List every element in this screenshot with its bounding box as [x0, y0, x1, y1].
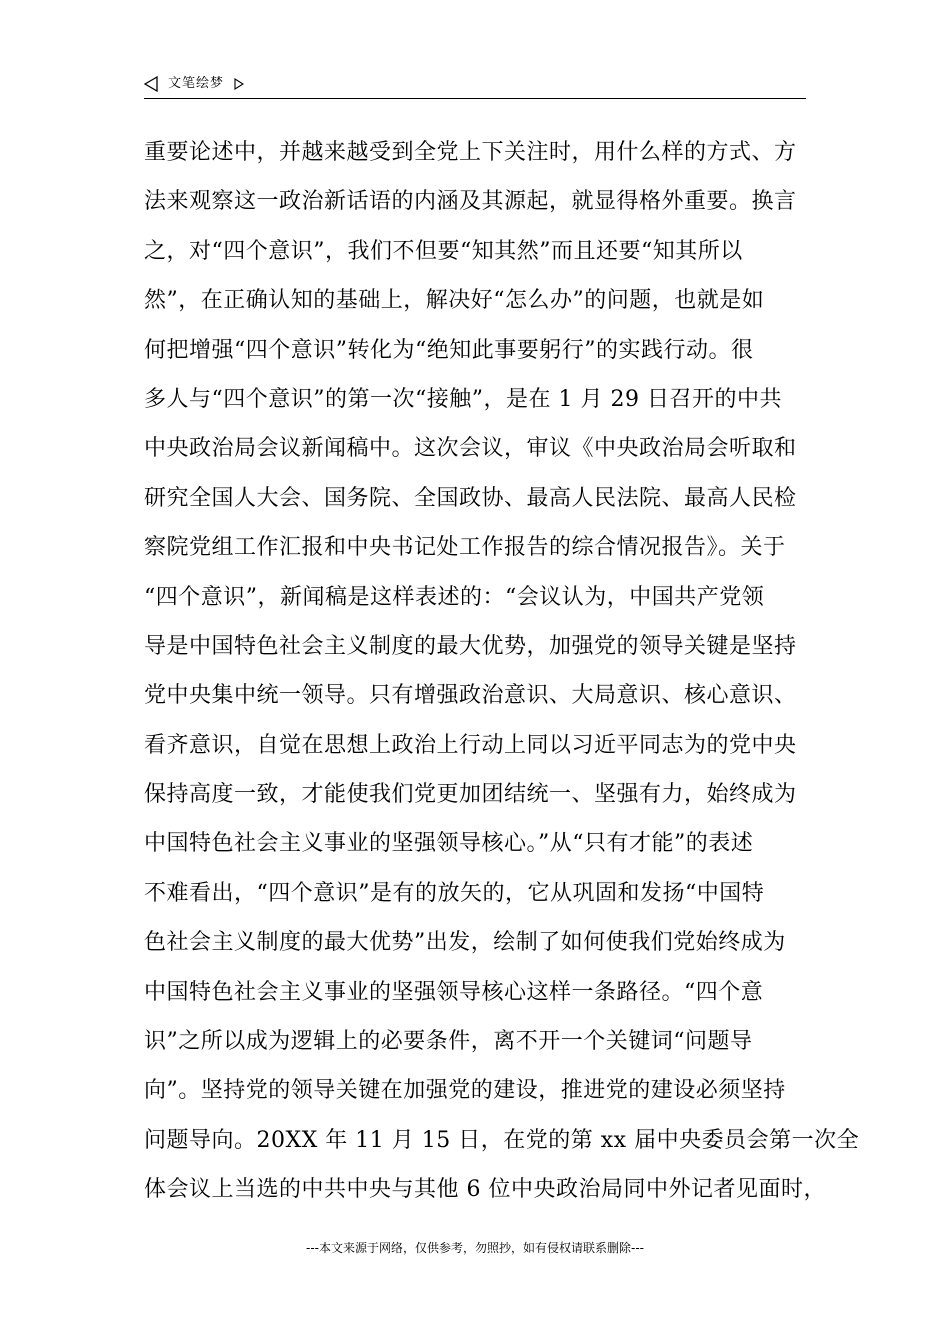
text-line: 多人与“四个意识”的第一次“接触”，是在 1 月 29 日召开的中共	[144, 386, 782, 412]
text-line: 保持高度一致，才能使我们党更加团结统一、坚强有力，始终成为	[144, 782, 797, 808]
text-line: 问题导向。20XX 年 11 月 15 日，在党的第 xx 届中央委员会第一次全	[144, 1127, 860, 1153]
text-line: 体会议上当选的中共中央与其他 6 位中央政治局同中外记者见面时，	[144, 1177, 826, 1203]
text-line: “四个意识”，新闻稿是这样表述的：“会议认为，中国共产党领	[144, 584, 765, 610]
left-triangle-icon	[144, 76, 158, 92]
right-triangle-icon	[234, 75, 244, 87]
text-line: 中国特色社会主义事业的坚强领导核心。”从“只有才能”的表述	[144, 831, 754, 857]
header-title: 文笔绘梦	[168, 76, 225, 91]
text-line: 识”之所以成为逻辑上的必要条件，离不开一个关键词“问题导	[144, 1029, 753, 1055]
text-line: 色社会主义制度的最大优势”出发，绘制了如何使我们党始终成为	[144, 930, 786, 956]
text-line: 何把增强“四个意识”转化为“绝知此事要躬行”的实践行动。很	[144, 337, 754, 363]
document-body	[144, 128, 860, 1215]
text-line: 中国特色社会主义事业的坚强领导核心这样一条路径。“四个意	[144, 979, 764, 1005]
text-line: 导是中国特色社会主义制度的最大优势，加强党的领导关键是坚持	[144, 633, 797, 659]
text-line: 之，对“四个意识”，我们不但要“知其然”而且还要“知其所以	[144, 238, 743, 264]
text-line: 研究全国人大会、国务院、全国政协、最高人民法院、最高人民检	[144, 485, 797, 511]
text-line: 重要论述中，并越来越受到全党上下关注时，用什么样的方式、方	[144, 140, 797, 165]
text-line: 看齐意识，自觉在思想上政治上行动上同以习近平同志为的党中央	[144, 732, 797, 758]
text-line: 中央政治局会议新闻稿中。这次会议，审议《中央政治局会听取和	[144, 436, 797, 462]
text-line: 法来观察这一政治新话语的内涵及其源起，就显得格外重要。换言	[144, 189, 797, 215]
text-line: 向”。坚持党的领导关键在加强党的建设，推进党的建设必须坚持	[144, 1078, 786, 1104]
text-line: 不难看出，“四个意识”是有的放矢的，它从巩固和发扬“中国特	[144, 880, 765, 906]
footer-disclaimer: ---本文来源于网络，仅供参考，勿照抄，如有侵权请联系删除---	[306, 1241, 644, 1255]
page-header	[144, 72, 806, 99]
text-line: 党中央集中统一领导。只有增强政治意识、大局意识、核心意识、	[144, 683, 797, 709]
text-line: 察院党组工作汇报和中央书记处工作报告的综合情况报告》。关于	[144, 535, 786, 561]
text-line: 然”，在正确认知的基础上，解决好“怎么办”的问题，也就是如	[144, 288, 765, 314]
